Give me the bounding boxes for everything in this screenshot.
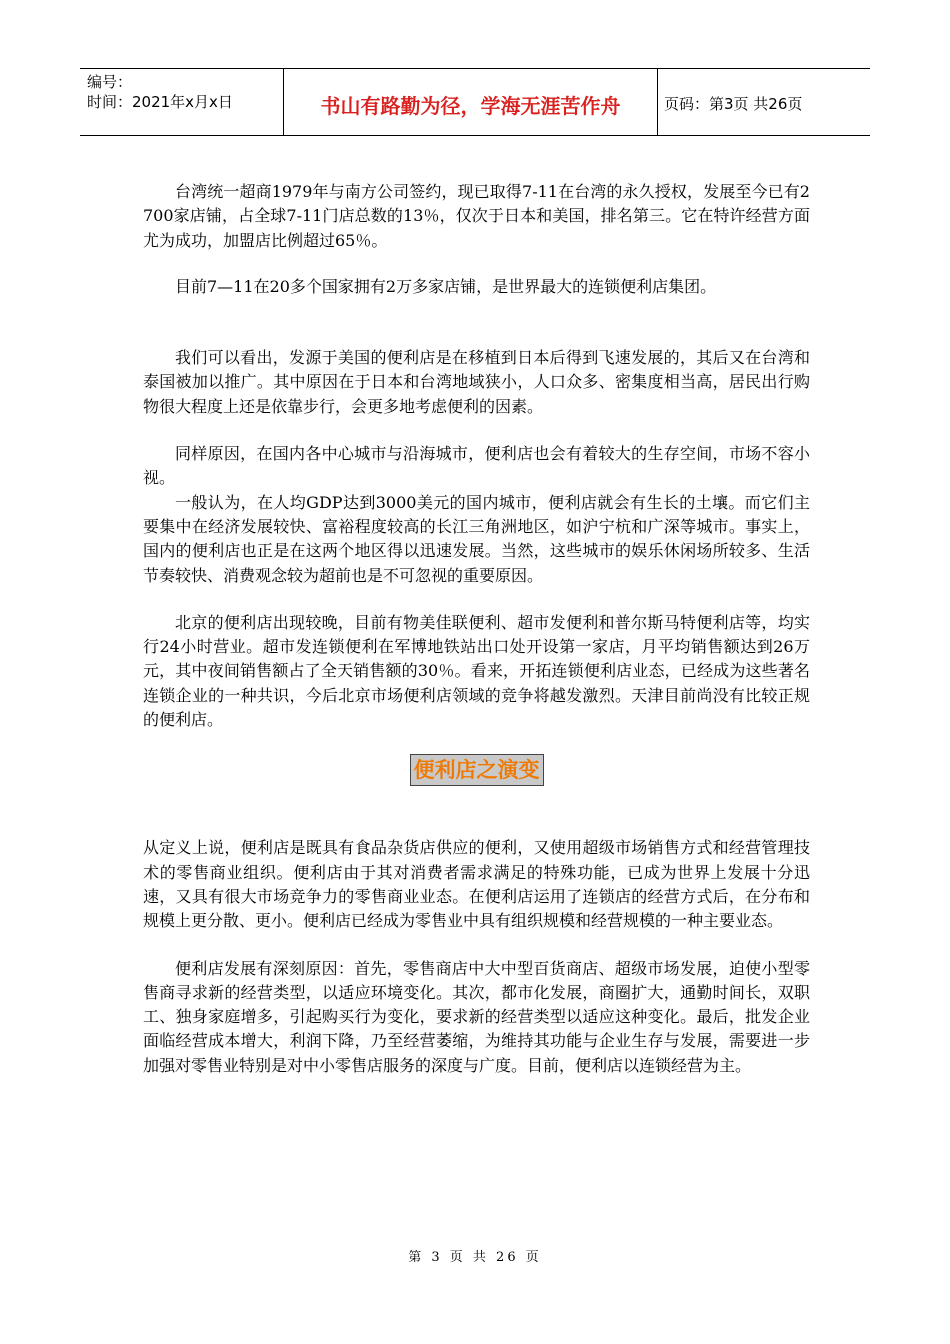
header-meta bbox=[80, 69, 283, 135]
paragraph: 从定义上说，便利店是既具有食品杂货店供应的便利，又使用超级市场销售方式和经营管理技术的零售商业组织。便利店由于其对消费者需求满足的特殊功能，已成为世界上发展十分迅速，又具有很大市场竞争力的零售商业业态。在便利店运用了连锁店的经营方式后，在分布和规模上更分散、更小。便利店已经成为零售业中具有组织规模和经营规模的一种主要业态。 bbox=[143, 838, 810, 931]
document-date: 时间：2021年x月x日 bbox=[87, 93, 233, 111]
section-heading: 便利店之演变 bbox=[410, 754, 544, 786]
paragraph: 一般认为，在人均GDP达到3000美元的国内城市，便利店就会有生长的土壤。而它们主要集中在经济发展较快、富裕程度较高的长江三角洲地区，如沪宁杭和广深等城市。事实上，国内的便利店也正是在这两个地区得以迅速发展。当然，这些城市的娱乐休闲场所较多、生活节奏较快、消费观念较为超前也是不可忽视的重要原因。 bbox=[143, 492, 810, 585]
paragraph: 我们可以看出，发源于美国的便利店是在移植到日本后得到飞速发展的，其后又在台湾和泰国被加以推广。其中原因在于日本和台湾地域狭小，人口众多、密集度相当高，居民出行购物很大程度上还是依靠步行，会更多地考虑便利的因素。 bbox=[143, 348, 810, 416]
page-footer: 第 3 页 共 26 页 bbox=[408, 1250, 542, 1265]
document-body bbox=[143, 180, 810, 1078]
page-header bbox=[80, 68, 870, 136]
document-number-label: 编号： bbox=[87, 73, 133, 91]
section-heading-wrap bbox=[143, 754, 810, 786]
paragraph: 台湾统一超商1979年与南方公司签约，现已取得7-11在台湾的永久授权，发展至今已有2700家店铺，占全球7-11门店总数的13％，仅次于日本和美国，排名第三。它在特许经营方面尤为成功，加盟店比例超过65％。 bbox=[143, 182, 810, 250]
paragraph: 北京的便利店出现较晚，目前有物美佳联便利、超市发便利和普尔斯马特便利店等，均实行24小时营业。超市发连锁便利在军博地铁站出口处开设第一家店，月平均销售额达到26万元，其中夜间销售额占了全天销售额的30％。看来，开拓连锁便利店业态，已经成为这些著名连锁企业的一种共识，今后北京市场便利店领域的竞争将越发激烈。天津目前尚没有比较正规的便利店。 bbox=[143, 612, 810, 730]
paragraph: 目前7—11在20多个国家拥有2万多家店铺，是世界最大的连锁便利店集团。 bbox=[175, 276, 717, 296]
paragraph: 便利店发展有深刻原因：首先，零售商店中大中型百货商店、超级市场发展，迫使小型零售商寻求新的经营类型，以适应环境变化。其次，都市化发展，商圈扩大，通勤时间长，双职工、独身家庭增多，引起购买行为变化，要求新的经营类型以适应这种变化。最后，批发企业面临经营成本增大，利润下降，乃至经营萎缩，为维持其功能与企业生存与发展，需要进一步加强对零售业特别是对中小零售店服务的深度与广度。目前，便利店以连锁经营为主。 bbox=[143, 958, 810, 1075]
paragraph: 同样原因，在国内各中心城市与沿海城市，便利店也会有着较大的生存空间，市场不容小视。 bbox=[143, 444, 810, 488]
header-page-info: 页码：第3页 共26页 bbox=[664, 94, 803, 113]
header-motto: 书山有路勤为径，学海无涯苦作舟 bbox=[283, 69, 658, 135]
